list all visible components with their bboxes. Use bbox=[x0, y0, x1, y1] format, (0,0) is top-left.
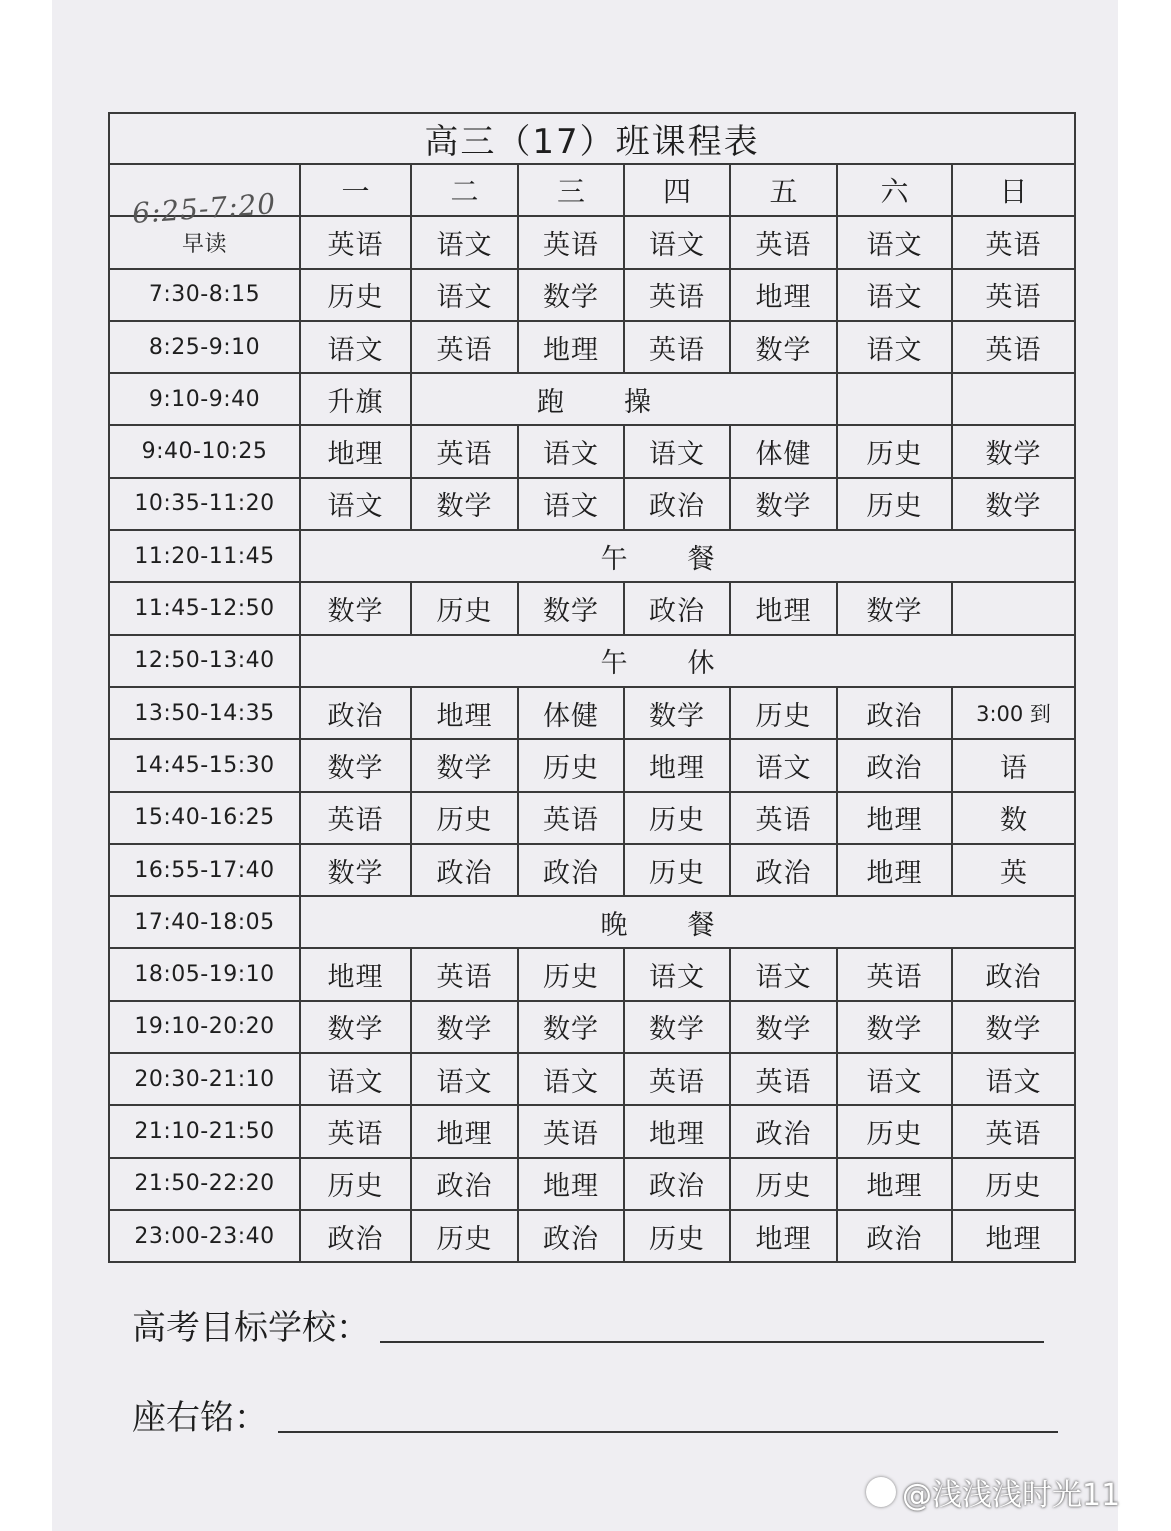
subject-cell: 历史 bbox=[952, 1158, 1075, 1210]
subject-cell: 语文 bbox=[624, 948, 730, 1000]
subject-cell: 历史 bbox=[300, 269, 411, 321]
subject-cell: 地理 bbox=[518, 1158, 624, 1210]
subject-cell: 地理 bbox=[624, 739, 730, 791]
time-slot: 20:30-21:10 bbox=[109, 1053, 300, 1105]
subject-cell: 政治 bbox=[411, 1158, 518, 1210]
time-slot: 14:45-15:30 bbox=[109, 739, 300, 791]
subject-cell: 数学 bbox=[300, 582, 411, 634]
subject-cell: 英语 bbox=[952, 269, 1075, 321]
subject-cell: 英语 bbox=[300, 792, 411, 844]
time-slot: 早读 bbox=[109, 216, 300, 268]
time-slot: 10:35-11:20 bbox=[109, 478, 300, 530]
table-row bbox=[109, 844, 1075, 896]
break-label: 晚餐 bbox=[300, 896, 1075, 948]
motto-blank bbox=[278, 1431, 1058, 1433]
subject-cell: 地理 bbox=[624, 1105, 730, 1157]
subject-cell: 英语 bbox=[952, 1105, 1075, 1157]
time-slot: 8:25-9:10 bbox=[109, 321, 300, 373]
subject-cell: 语文 bbox=[837, 1053, 952, 1105]
subject-cell: 地理 bbox=[952, 1210, 1075, 1262]
subject-cell: 语文 bbox=[730, 948, 837, 1000]
time-slot: 21:10-21:50 bbox=[109, 1105, 300, 1157]
subject-cell: 语文 bbox=[300, 1053, 411, 1105]
time-slot: 12:50-13:40 bbox=[109, 635, 300, 687]
subject-cell: 数学 bbox=[518, 1001, 624, 1053]
motto-label: 座右铭： bbox=[132, 1398, 268, 1438]
subject-cell: 英语 bbox=[624, 321, 730, 373]
subject-cell: 语文 bbox=[952, 1053, 1075, 1105]
subject-cell: 数学 bbox=[730, 478, 837, 530]
subject-cell: 数学 bbox=[300, 844, 411, 896]
subject-cell: 语文 bbox=[518, 478, 624, 530]
subject-cell: 语文 bbox=[411, 216, 518, 268]
subject-cell: 语文 bbox=[518, 425, 624, 477]
subject-cell: 政治 bbox=[837, 687, 952, 739]
subject-cell: 数学 bbox=[624, 687, 730, 739]
subject-cell: 英语 bbox=[837, 948, 952, 1000]
subject-cell: 政治 bbox=[300, 1210, 411, 1262]
subject-cell: 地理 bbox=[300, 948, 411, 1000]
subject-cell: 历史 bbox=[837, 425, 952, 477]
subject-cell: 政治 bbox=[518, 1210, 624, 1262]
subject-cell: 英语 bbox=[730, 216, 837, 268]
table-row bbox=[109, 896, 1075, 948]
subject-cell-half: 语 bbox=[952, 739, 1075, 791]
motto-line bbox=[132, 1390, 1058, 1439]
subject-cell: 政治 bbox=[624, 1158, 730, 1210]
subject-cell: 历史 bbox=[411, 792, 518, 844]
subject-cell: 数学 bbox=[624, 1001, 730, 1053]
empty-cell bbox=[837, 373, 952, 425]
subject-cell: 历史 bbox=[411, 1210, 518, 1262]
subject-cell: 政治 bbox=[837, 739, 952, 791]
subject-cell: 英语 bbox=[624, 269, 730, 321]
empty-cell bbox=[952, 373, 1075, 425]
day-header: 五 bbox=[730, 164, 837, 216]
time-slot: 23:00-23:40 bbox=[109, 1210, 300, 1262]
watermark bbox=[866, 1470, 1120, 1514]
subject-cell: 历史 bbox=[411, 582, 518, 634]
table-row bbox=[109, 1001, 1075, 1053]
break-label: 午餐 bbox=[300, 530, 1075, 582]
subject-cell: 升旗 bbox=[300, 373, 411, 425]
time-slot: 11:20-11:45 bbox=[109, 530, 300, 582]
watermark-text: @浅浅浅时光11 bbox=[902, 1478, 1121, 1513]
subject-cell: 政治 bbox=[411, 844, 518, 896]
subject-cell: 地理 bbox=[300, 425, 411, 477]
table-row bbox=[109, 425, 1075, 477]
subject-cell: 英语 bbox=[518, 1105, 624, 1157]
subject-cell: 政治 bbox=[518, 844, 624, 896]
table-row bbox=[109, 321, 1075, 373]
subject-cell: 语文 bbox=[624, 425, 730, 477]
subject-cell: 英语 bbox=[518, 792, 624, 844]
subject-cell: 英语 bbox=[300, 216, 411, 268]
subject-cell: 语文 bbox=[300, 478, 411, 530]
time-slot: 16:55-17:40 bbox=[109, 844, 300, 896]
time-slot: 17:40-18:05 bbox=[109, 896, 300, 948]
subject-cell: 数学 bbox=[411, 739, 518, 791]
subject-cell: 地理 bbox=[411, 1105, 518, 1157]
time-slot: 11:45-12:50 bbox=[109, 582, 300, 634]
table-row bbox=[109, 1053, 1075, 1105]
subject-cell: 数学 bbox=[518, 269, 624, 321]
subject-cell: 语文 bbox=[624, 216, 730, 268]
table-row bbox=[109, 792, 1075, 844]
table-row bbox=[109, 948, 1075, 1000]
table-row bbox=[109, 373, 1075, 425]
day-header: 一 bbox=[300, 164, 411, 216]
table-row bbox=[109, 635, 1075, 687]
subject-cell-half: 数 bbox=[952, 792, 1075, 844]
subject-cell: 语文 bbox=[411, 1053, 518, 1105]
subject-cell: 数学 bbox=[837, 1001, 952, 1053]
table-row bbox=[109, 582, 1075, 634]
day-header: 日 bbox=[952, 164, 1075, 216]
subject-cell: 语文 bbox=[411, 269, 518, 321]
exercise-label: 跑操 bbox=[411, 373, 837, 425]
subject-cell: 地理 bbox=[730, 582, 837, 634]
subject-cell: 英语 bbox=[624, 1053, 730, 1105]
subject-cell: 数学 bbox=[300, 739, 411, 791]
day-header: 六 bbox=[837, 164, 952, 216]
subject-cell: 英语 bbox=[730, 1053, 837, 1105]
subject-cell: 数学 bbox=[411, 1001, 518, 1053]
day-header: 二 bbox=[411, 164, 518, 216]
subject-cell: 政治 bbox=[730, 844, 837, 896]
subject-cell: 历史 bbox=[837, 1105, 952, 1157]
subject-cell: 数学 bbox=[952, 478, 1075, 530]
subject-cell: 英语 bbox=[411, 948, 518, 1000]
subject-cell: 语文 bbox=[730, 739, 837, 791]
subject-cell: 语文 bbox=[837, 269, 952, 321]
subject-cell: 体健 bbox=[730, 425, 837, 477]
time-slot: 19:10-20:20 bbox=[109, 1001, 300, 1053]
subject-cell: 数学 bbox=[518, 582, 624, 634]
subject-cell: 英语 bbox=[518, 216, 624, 268]
subject-cell: 政治 bbox=[837, 1210, 952, 1262]
table-row bbox=[109, 739, 1075, 791]
target-school-line bbox=[132, 1300, 1044, 1349]
title-row bbox=[109, 113, 1075, 164]
table-row bbox=[109, 1158, 1075, 1210]
target-school-label: 高考目标学校： bbox=[132, 1308, 370, 1348]
table-row bbox=[109, 269, 1075, 321]
subject-cell: 政治 bbox=[300, 687, 411, 739]
time-slot: 18:05-19:10 bbox=[109, 948, 300, 1000]
table-row bbox=[109, 530, 1075, 582]
subject-cell: 语文 bbox=[837, 321, 952, 373]
subject-cell: 地理 bbox=[518, 321, 624, 373]
time-slot: 13:50-14:35 bbox=[109, 687, 300, 739]
subject-cell: 数学 bbox=[300, 1001, 411, 1053]
time-slot: 9:40-10:25 bbox=[109, 425, 300, 477]
subject-cell: 英语 bbox=[300, 1105, 411, 1157]
subject-cell: 数学 bbox=[411, 478, 518, 530]
subject-cell: 语文 bbox=[518, 1053, 624, 1105]
subject-cell: 地理 bbox=[730, 269, 837, 321]
subject-cell: 数学 bbox=[730, 321, 837, 373]
subject-cell: 历史 bbox=[730, 687, 837, 739]
time-slot: 9:10-9:40 bbox=[109, 373, 300, 425]
subject-cell: 地理 bbox=[411, 687, 518, 739]
table-row bbox=[109, 478, 1075, 530]
subject-cell: 数学 bbox=[837, 582, 952, 634]
time-slot: 7:30-8:15 bbox=[109, 269, 300, 321]
subject-cell: 体健 bbox=[518, 687, 624, 739]
subject-cell: 数学 bbox=[952, 425, 1075, 477]
subject-cell: 政治 bbox=[624, 582, 730, 634]
subject-cell: 历史 bbox=[518, 948, 624, 1000]
subject-cell-half: 英 bbox=[952, 844, 1075, 896]
subject-cell: 历史 bbox=[300, 1158, 411, 1210]
subject-cell: 地理 bbox=[837, 844, 952, 896]
subject-cell bbox=[952, 582, 1075, 634]
subject-cell: 历史 bbox=[837, 478, 952, 530]
subject-cell: 英语 bbox=[730, 792, 837, 844]
target-school-blank bbox=[380, 1341, 1044, 1343]
day-header: 三 bbox=[518, 164, 624, 216]
subject-cell: 地理 bbox=[837, 792, 952, 844]
subject-cell: 英语 bbox=[952, 321, 1075, 373]
paw-icon bbox=[866, 1477, 896, 1507]
table-row bbox=[109, 216, 1075, 268]
subject-cell: 历史 bbox=[730, 1158, 837, 1210]
day-header: 四 bbox=[624, 164, 730, 216]
table-row bbox=[109, 1210, 1075, 1262]
subject-cell: 历史 bbox=[518, 739, 624, 791]
page-title: 高三（17）班课程表 bbox=[109, 113, 1075, 164]
subject-cell: 语文 bbox=[300, 321, 411, 373]
subject-cell: 英语 bbox=[411, 425, 518, 477]
subject-cell: 历史 bbox=[624, 1210, 730, 1262]
subject-cell: 数学 bbox=[952, 1001, 1075, 1053]
subject-cell: 政治 bbox=[624, 478, 730, 530]
subject-cell: 历史 bbox=[624, 792, 730, 844]
table-row bbox=[109, 687, 1075, 739]
sunday-note: 3:00 到 bbox=[952, 687, 1075, 739]
subject-cell: 英语 bbox=[411, 321, 518, 373]
time-slot: 21:50-22:20 bbox=[109, 1158, 300, 1210]
subject-cell: 历史 bbox=[624, 844, 730, 896]
break-label: 午休 bbox=[300, 635, 1075, 687]
subject-cell: 英语 bbox=[952, 216, 1075, 268]
background-edge bbox=[1118, 0, 1171, 1531]
handwritten-time-note: 6:25-7:20 bbox=[131, 187, 278, 230]
subject-cell: 语文 bbox=[837, 216, 952, 268]
table-row bbox=[109, 1105, 1075, 1157]
subject-cell: 政治 bbox=[952, 948, 1075, 1000]
subject-cell: 政治 bbox=[730, 1105, 837, 1157]
subject-cell: 地理 bbox=[730, 1210, 837, 1262]
time-slot: 15:40-16:25 bbox=[109, 792, 300, 844]
subject-cell: 地理 bbox=[837, 1158, 952, 1210]
schedule-table bbox=[108, 112, 1076, 1263]
subject-cell: 数学 bbox=[730, 1001, 837, 1053]
